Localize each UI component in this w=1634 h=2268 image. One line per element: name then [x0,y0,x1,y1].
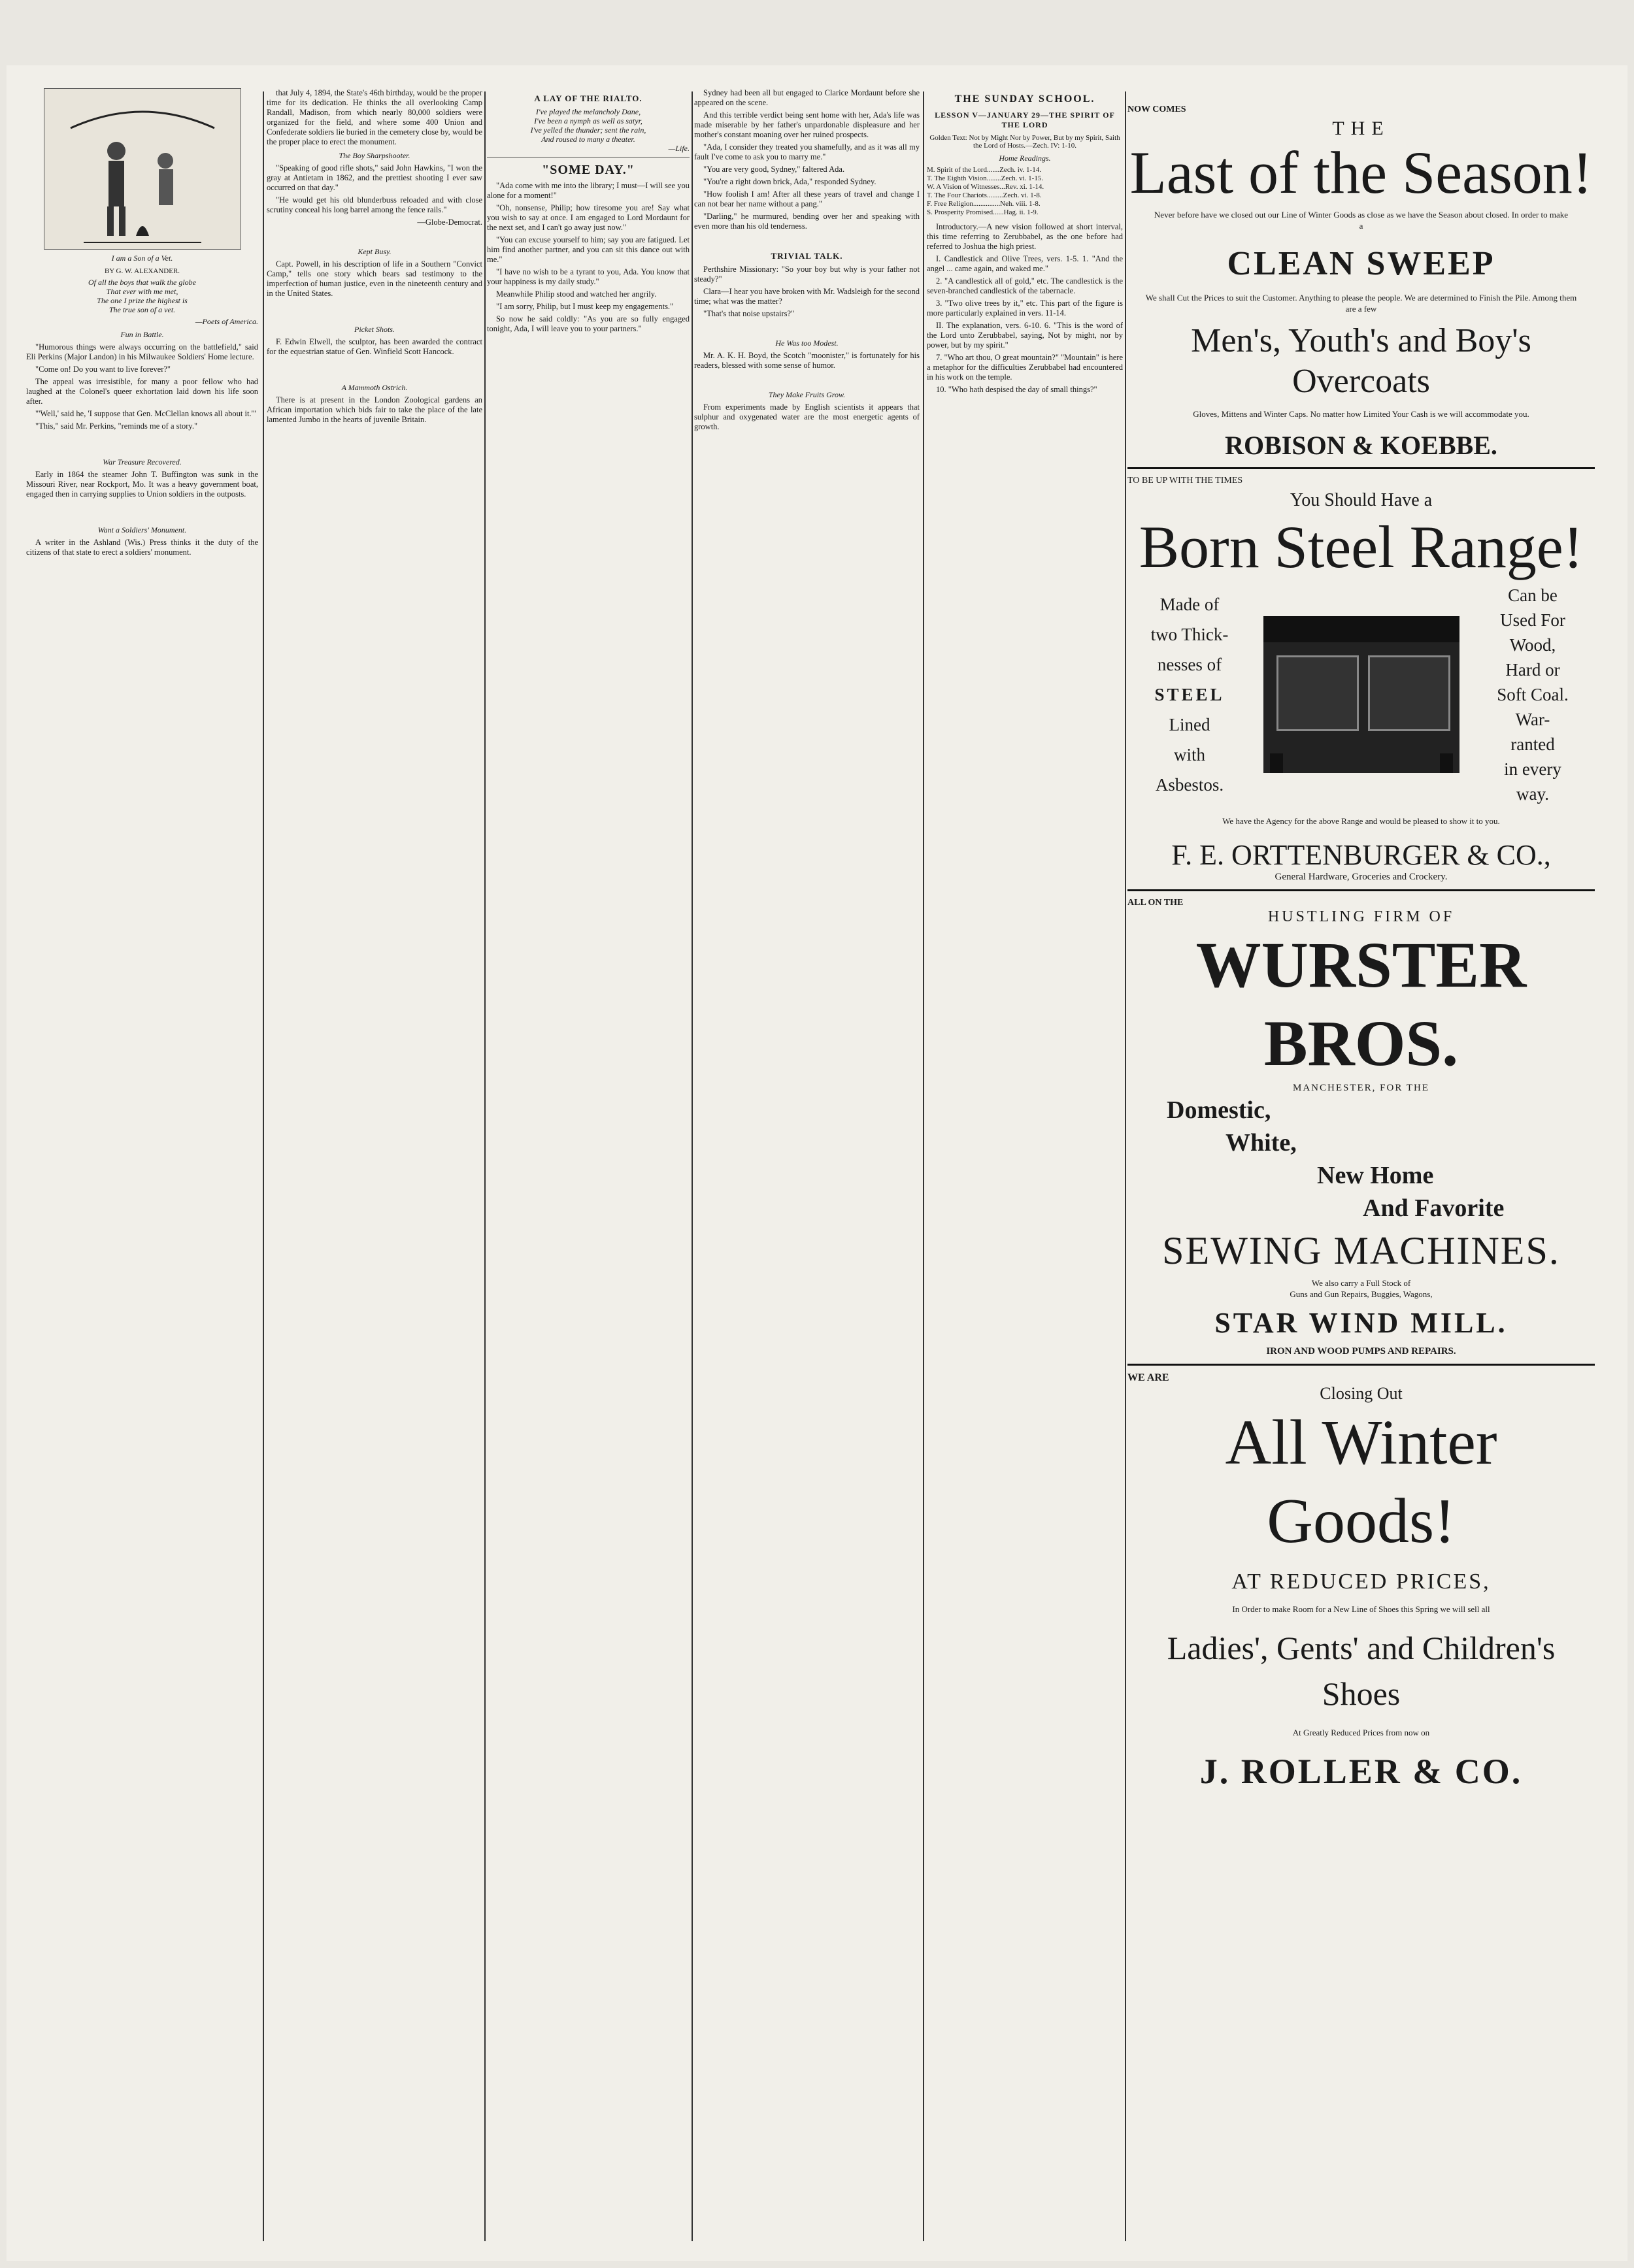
paragraph: So now he said coldly: "As you are so fully engaged tonight, Ada, I will leave you to your partners." [487,314,690,333]
feature-line: War- [1515,710,1550,729]
camp-fire-engraving [44,89,241,249]
brand-line: Domestic, [1167,1096,1271,1124]
home-readings-list [927,166,1123,217]
paragraph: II. The explanation, vers. 6-10. 6. "This is the word of the Lord unto Zerubbabel, saying, Not by might, nor by power, but by my spirit." [927,321,1123,350]
range-left-list [1134,589,1245,800]
lesson-article [927,222,1123,395]
paragraph: 2. "A candlestick all of gold," etc. The candlestick is the seven-branched candlestick of the tabernacle. [927,276,1123,295]
paragraph: "Come on! Do you want to live forever?" [35,365,171,374]
sharpshooter-heading: The Boy Sharpshooter. [339,151,410,160]
range-right-list [1477,583,1588,806]
j-roller-ad [1127,1372,1595,1792]
paragraph: "Speaking of good rifle shots," said John Hawkins, "I won the gray at Antietam in 1862, and the prettiest shooting I ever saw occurred on that day." [267,163,482,192]
ortenburger-ad [1127,476,1595,883]
column-1 [26,88,258,2238]
j-roller-name: J. ROLLER & CO. [1199,1752,1523,1791]
paragraph: "Oh, nonsense, Philip; how tiresome you are! Say what you wish to say at once. I am engaged to Lord Mordaunt for the next set, and I can't go away just now." [487,203,690,232]
monument-continued [267,88,482,147]
ad-body: We shall Cut the Prices to suit the Customer. Anything to please the people. We are determined to Finish the Pile. Among them are a few [1145,293,1577,314]
brand-line: New Home [1317,1162,1434,1189]
picket-shots-article [267,337,482,357]
feature-line: Hard or [1505,660,1560,680]
trivial-talk-heading: TRIVIAL TALK. [771,251,843,261]
ad-body: Never before have we closed out our Line of Winter Goods as close as we have the Season about closed. In order to make a [1154,210,1569,231]
poem-line: I've been a nymph as well as satyr, [534,116,642,125]
ad-subheading: MANCHESTER, FOR THE [1293,1083,1429,1093]
reading-item: S. Prosperity Promised......Hag. ii. 1-9. [927,208,1039,216]
ad-body: We have the Agency for the above Range and would be pleased to show it to you. [1222,816,1500,826]
overcoats-heading: Men's, Youth's and Boy's Overcoats [1191,322,1531,400]
ad-subheading: Closing Out [1320,1384,1403,1403]
ostrich-heading: A Mammoth Ostrich. [341,383,408,392]
column-rule [263,91,264,2241]
sunday-school-heading: THE SUNDAY SCHOOL. [954,93,1095,105]
modest-article [694,351,920,370]
paragraph: "This," said Mr. Perkins, "reminds me of a story." [35,421,198,431]
fun-in-battle-heading: Fun in Battle. [120,330,164,339]
poem [26,278,258,326]
feature-line: Used For [1500,610,1565,630]
robison-koebbe-name: ROBISON & KOEBBE. [1225,431,1497,460]
poem-line: And roused to many a theater. [541,135,635,144]
paragraph: "I am sorry, Philip, but I must keep my engagements." [496,302,674,311]
article-credit: —Globe-Democrat. [417,218,482,227]
rialto-poem [487,107,690,153]
picket-shots-heading: Picket Shots. [354,325,395,334]
last-of-season-heading: Last of the Season! [1129,139,1593,206]
column-2 [267,88,482,2238]
paragraph: I. Candlestick and Olive Trees, vers. 1-5. 1. "And the angel ... came again, and waked me." [927,254,1123,273]
poem-line: I've yelled the thunder; sent the rain, [530,125,646,135]
paragraph: "You're a right down brick, Ada," responded Sydney. [703,177,876,186]
paragraph: The appeal was irresistible, for many a poor fellow who had laughed at the Colonel's queer exhortation laid down his life soon after. [26,377,258,406]
brand-line: White, [1226,1129,1297,1157]
paragraph: that July 4, 1894, the State's 46th birthday, would be the proper time for its dedication. He thinks the all overlooking Camp Randall, Madison, from which nearly 80,000 soldiers were organized for the field, and where some 400 Union and Confederate soldiers lie buried in the cemetery close by, would be the proper place to erect the monument. [267,88,482,146]
ortenburger-name: F. E. ORTTENBURGER & CO., [1171,839,1551,871]
paragraph: 10. "Who hath despised the day of small things?" [936,385,1097,394]
poem-line: That ever with me met, [106,287,178,296]
sharpshooter-article [267,163,482,227]
illustration-byline: BY G. W. ALEXANDER. [104,267,180,275]
ad-preheading: TO BE UP WITH THE TIMES [1127,476,1243,485]
ostrich-article [267,395,482,425]
feature-line: Asbestos. [1155,775,1224,795]
wurster-bros-heading: WURSTER BROS. [1195,929,1527,1079]
paragraph: From experiments made by English scientists it appears that sulphur and oxygenated water are the most energetic agents of growth. [694,403,920,431]
paragraph: A writer in the Ashland (Wis.) Press thinks it the duty of the citizens of that state to erect a soldiers' monument. [26,538,258,557]
paragraph: Perthshire Missionary: "So your boy but why is your father not steady?" [694,265,920,284]
range-feature-block [1127,583,1595,806]
illustration-caption: I am a Son of a Vet. [111,254,173,263]
treasure-heading: War Treasure Recovered. [103,457,182,467]
feature-line: way. [1516,784,1549,804]
range-top [1263,616,1459,642]
paragraph: "How foolish I am! After all these years of travel and change I can not bear her name without a pang." [694,189,920,208]
treasure-article [26,470,258,499]
sewing-machines-heading: SEWING MACHINES. [1162,1229,1560,1272]
ad-body: Gloves, Mittens and Winter Caps. No matter how Limited Your Cash is we will accommodate you. [1193,409,1529,419]
feature-line: Soft Coal. [1497,685,1569,704]
ad-body: At Greatly Reduced Prices from now on [1292,1728,1430,1737]
ad-body: We also carry a Full Stock of [1311,1278,1411,1288]
feature-line: two Thick- [1150,625,1229,644]
ad-preheading: NOW COMES [1127,105,1186,114]
all-winter-goods-heading: All Winter Goods! [1225,1407,1497,1556]
range-stove-illustration [1263,616,1459,773]
ad-subheading: HUSTLING FIRM OF [1267,908,1455,925]
fun-in-battle-article [26,342,258,431]
shoes-heading: Ladies', Gents' and Children's Shoes [1167,1630,1556,1712]
ad-preheading: WE ARE [1127,1372,1169,1383]
feature-line: Made of [1159,595,1220,614]
ad-preheading: ALL ON THE [1127,898,1184,908]
kept-busy-heading: Kept Busy. [358,247,392,256]
ortenburger-goods: General Hardware, Groceries and Crockery. [1275,872,1448,882]
column-5 [927,88,1123,2238]
home-readings-heading: Home Readings. [999,154,1051,163]
advertisements-column [1127,105,1595,2248]
column-4 [694,88,920,2238]
column-rule [1125,91,1126,2241]
paragraph: "You can excuse yourself to him; say you are fatigued. Let him find another partner, and you can sit this dance out with me." [487,235,690,264]
reading-item: T. The Four Chariots.........Zech. vi. 1-8. [927,191,1042,199]
brand-line: And Favorite [1363,1194,1505,1222]
clean-sweep-heading: CLEAN SWEEP [1227,245,1495,282]
paragraph: Capt. Powell, in his description of life in a Southern "Convict Camp," tells one story which bears sad testimony to the imperfection of human justice, even in the nineteenth century and in the United States. [267,259,482,298]
paragraph: There is at present in the London Zoological gardens an African importation which bids fair to take the place of the late lamented Jumbo in the hearts of juvenile Britain. [267,395,482,424]
oven-door [1276,655,1359,731]
lesson-heading: LESSON V—JANUARY 29—THE SPIRIT OF THE LORD [935,110,1115,129]
ad-body: IRON AND WOOD PUMPS AND REPAIRS. [1266,1346,1456,1356]
column-rule [923,91,924,2241]
ad-divider [1127,467,1595,469]
some-day-continued [694,88,920,231]
feature-line: ranted [1510,734,1555,754]
paragraph: Introductory.—A new vision followed at short interval, this time referring to Zerubbabel, as the one before had referred to Joshua the high priest. [927,222,1123,251]
paragraph: Early in 1864 the steamer John T. Buffington was sunk in the Missouri River, near Rockport, Mo. It was a heavy government boat, engaged then in carrying supplies to Union soldiers in the outposts. [26,470,258,499]
paragraph: Sydney had been all but engaged to Clarice Mordaunt before she appeared on the scene. [694,88,920,107]
column-rule [484,91,486,2241]
ad-body: In Order to make Room for a New Line of Shoes this Spring we will sell all [1232,1604,1490,1614]
monument-heading: Want a Soldiers' Monument. [97,525,187,534]
paragraph: "Ada come with me into the library; I must—I will see you alone for a moment!" [487,181,690,200]
reading-item: T. The Eighth Vision........Zech. vi. 1-15. [927,174,1044,182]
feature-line: STEEL [1154,685,1225,704]
paragraph: "Humorous things were always occurring on the battlefield," said Eli Perkins (Major Landon) in his Milwaukee Soldiers' Home lecture. [26,342,258,361]
range-leg [1270,753,1283,773]
column-rule [692,91,693,2241]
paragraph: And this terrible verdict being sent home with her, Ada's life was made miserable by her father's unpardonable displeasure and her mother's constant moaning over her ruined prospects. [694,110,920,139]
paragraph: "Ada, I consider they treated you shamefully, and as it was all my fault I've come to ask you to marry me." [694,142,920,161]
reading-item: M. Spirit of the Lord.......Zech. iv. 1-14. [927,166,1041,174]
wurster-bros-ad [1127,898,1595,1357]
feature-line: Can be [1508,585,1558,605]
born-steel-range-heading: Born Steel Range! [1139,514,1584,580]
feature-line: Wood, [1509,635,1556,655]
poem-line: Of all the boys that walk the globe [88,278,196,287]
feature-line: Lined [1169,715,1210,734]
range-leg [1440,753,1453,773]
trivial-talk-article [694,265,920,319]
kept-busy-article [267,259,482,299]
poem-credit: —Life. [668,144,690,153]
paragraph: F. Edwin Elwell, the sculptor, has been awarded the contract for the equestrian statue of Gen. Winfield Scott Hancock. [267,337,482,356]
reading-item: W. A Vision of Witnesses...Rev. xi. 1-14. [927,183,1044,191]
paragraph: "Darling," he murmured, bending over her and speaking with even more than his old tenderness. [694,212,920,231]
monument-article [26,538,258,557]
ad-body: Guns and Gun Repairs, Buggies, Wagons, [1290,1289,1433,1299]
ad-the: THE [1332,118,1390,139]
poem-line: The one I prize the highest is [97,296,188,305]
paragraph: Mr. A. K. H. Boyd, the Scotch "moonister," is fortunately for his readers, blessed with some sense of humor. [694,351,920,370]
feature-line: nesses of [1157,655,1222,674]
fruits-article [694,403,920,432]
rialto-heading: A LAY OF THE RIALTO. [534,93,642,103]
paragraph: "I have no wish to be a tyrant to you, Ada. You know that your happiness is my daily study." [487,267,690,286]
paragraph: Meanwhile Philip stood and watched her angrily. [496,289,657,299]
ad-subheading: You Should Have a [1290,490,1433,510]
paragraph: "He would get his old blunderbuss reloaded and with close scrutiny conceal his long barrel among the fence rails." [267,195,482,214]
paragraph: Clara—I hear you have broken with Mr. Wadsleigh for the second time; what was the matter? [694,287,920,306]
modest-heading: He Was too Modest. [775,338,839,348]
poem-line: I've played the melancholy Dane, [535,107,641,116]
paragraph: "'Well,' said he, 'I suppose that Gen. McClellan knows all about it.'" [35,409,256,418]
paragraph: 7. "Who art thou, O great mountain?" "Mountain" is here a metaphor for the difficulties Zerubbabel had encountered in his work on the temple. [927,353,1123,382]
poem-line: The true son of a vet. [108,305,176,314]
paragraph: "That's that noise upstairs?" [703,309,795,318]
some-day-heading: "SOME DAY." [542,163,635,177]
ad-divider [1127,1364,1595,1366]
paragraph: "You are very good, Sydney," faltered Ada. [703,165,845,174]
machine-brands [1127,1094,1595,1224]
some-day-story [487,181,690,334]
star-wind-mill-heading: STAR WIND MILL. [1214,1307,1508,1339]
column-3 [487,88,690,2238]
feature-line: in every [1504,759,1561,779]
soldier-illustration [44,88,241,250]
reduced-prices-heading: AT REDUCED PRICES, [1231,1570,1491,1594]
reading-item: F. Free Religion...............Neh. viii. 1-8. [927,200,1041,208]
oven-door [1368,655,1450,731]
paragraph: 3. "Two olive trees by it," etc. This part of the figure is more particularly explained in vers. 11-14. [927,299,1123,318]
poem-credit: —Poets of America. [195,317,258,326]
feature-line: with [1173,745,1205,764]
ad-divider [1127,889,1595,891]
golden-text: Golden Text: Not by Might Nor by Power, But by my Spirit, Saith the Lord of Hosts.—Zech. IV: 1-10. [929,134,1120,150]
fruits-heading: They Make Fruits Grow. [768,390,846,399]
robison-koebbe-ad [1127,105,1595,461]
